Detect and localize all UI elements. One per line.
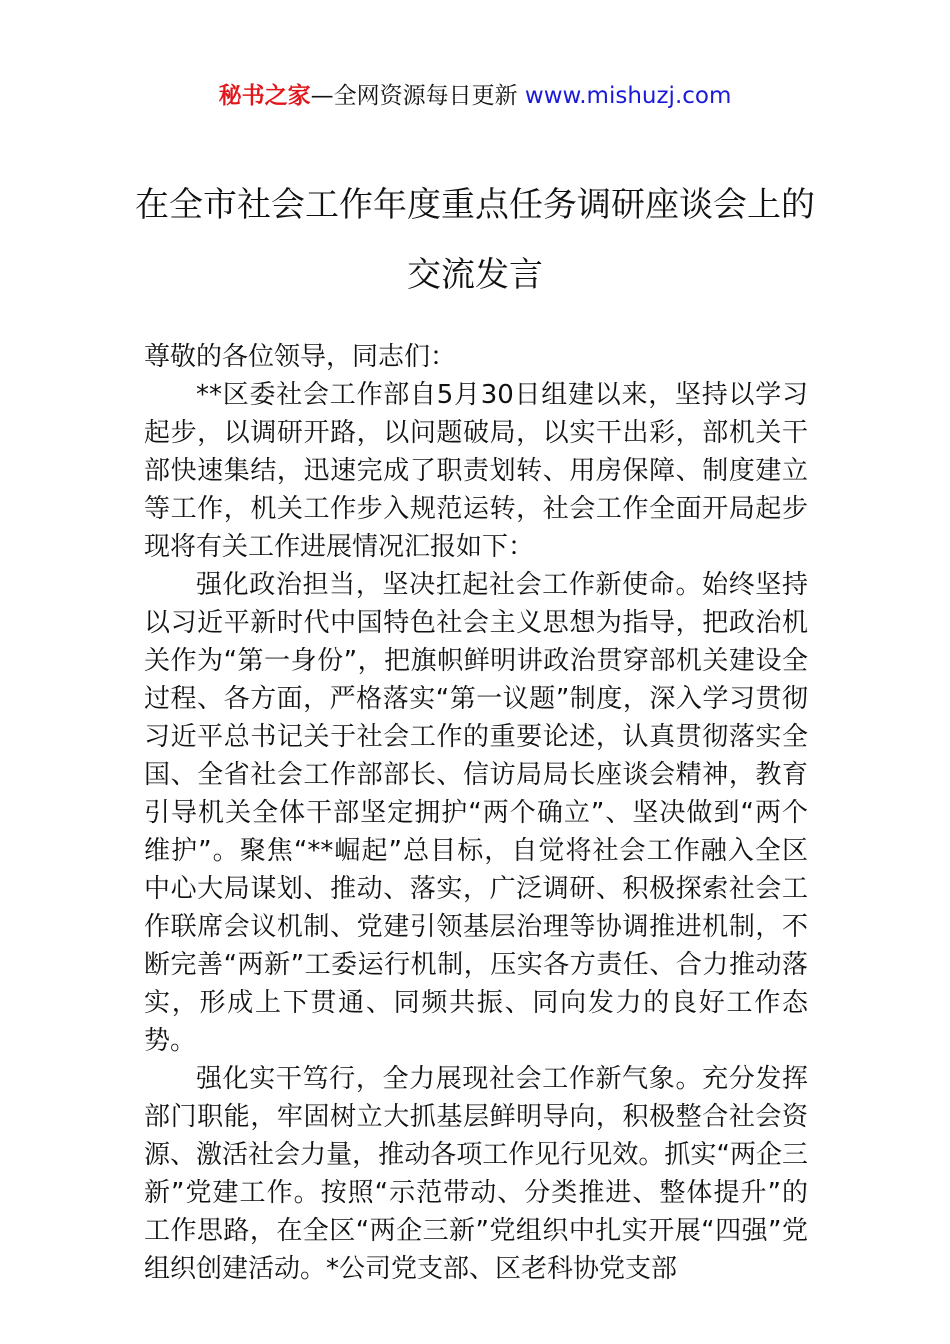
paragraph-2: 强化政治担当，坚决扛起社会工作新使命。始终坚持以习近平新时代中国特色社会主义思想为指导，把政治机关作为“第一身份”，把旗帜鲜明讲政治贯穿部机关建设全过程、各方面，严格落实“第一议题”制度，深入学习贯彻习近平总书记关于社会工作的重要论述，认真贯彻落实全国、全省社会工作部部长、信访局局长座谈会精神，教育引导机关全体干部坚定拥护“两个确立”、坚决做到“两个维护”。聚焦“**崛起”总目标，自觉将社会工作融入全区中心大局谋划、推动、落实，广泛调研、积极探索社会工作联席会议机制、党建引领基层治理等协调推进机制，不断完善“两新”工委运行机制，压实各方责任、合力推动落实，形成上下贯通、同频共振、同向发力的良好工作态势。 (144, 570, 808, 1056)
brand-name: 秘书之家 (218, 83, 311, 109)
site-url-link[interactable]: www.mishuzj.com (524, 83, 732, 109)
header-tagline: —全网资源每日更新 (310, 83, 525, 109)
paragraph-1: **区委社会工作部自5月30日组建以来，坚持以学习起步，以调研开路，以问题破局，以实干出彩，部机关干部快速集结，迅速完成了职责划转、用房保障、制度建立等工作，机关工作步入规范运转，社会工作全面开局起步现将有关工作进展情况汇报如下： (144, 380, 808, 562)
paragraph-3: 强化实干笃行，全力展现社会工作新气象。充分发挥部门职能，牢固树立大抓基层鲜明导向，积极整合社会资源、激活社会力量，推动各项工作见行见效。抓实“两企三新”党建工作。按照“示范带动、分类推进、整体提升”的工作思路，在全区“两企三新”党组织中扎实开展“四强”党组织创建活动。*公司党支部、区老科协党支部 (144, 1064, 808, 1284)
salutation: 尊敬的各位领导，同志们： (144, 342, 457, 372)
document-body (144, 338, 808, 1288)
document-title: 在全市社会工作年度重点任务调研座谈会上的交流发言 (135, 185, 815, 295)
page-header (0, 80, 950, 112)
